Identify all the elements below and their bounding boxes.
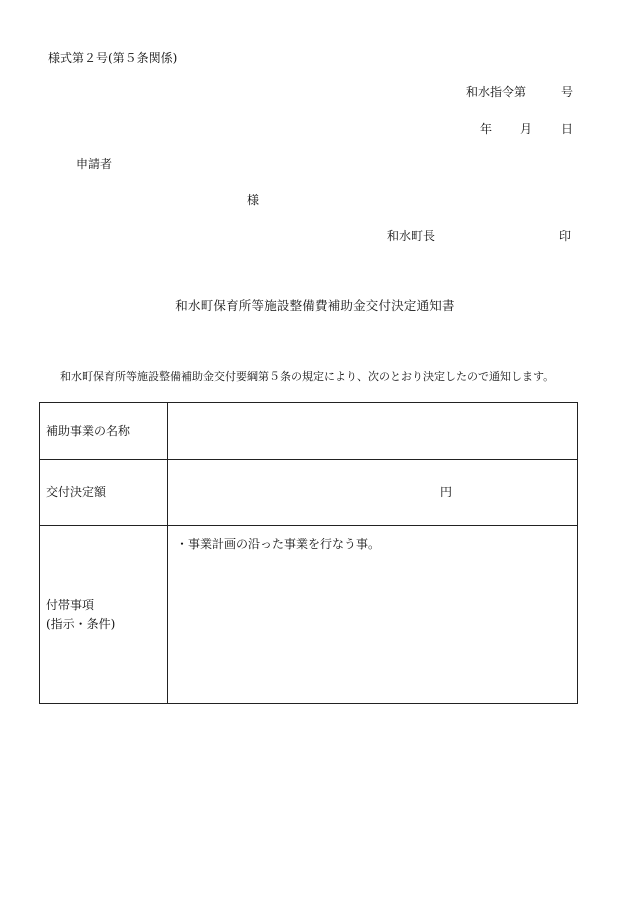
form-number: 様式第２号(第５条関係) <box>48 51 178 65</box>
subsidy-table <box>39 402 578 704</box>
conditions-label-line1: 付帯事項 <box>46 597 95 612</box>
grant-amount-value <box>168 460 577 525</box>
document-title: 和水町保育所等施設整備費補助金交付決定通知書 <box>175 298 455 313</box>
table-row <box>40 403 577 459</box>
applicant-label: 申請者 <box>76 157 113 171</box>
grant-amount-label: 交付決定額 <box>40 460 168 525</box>
project-name-label: 補助事業の名称 <box>40 403 168 459</box>
mayor-label: 和水町長 <box>387 229 436 243</box>
condition-item: ・事業計画の沿った事業を行なう事。 <box>176 537 381 551</box>
yen-unit: 円 <box>440 485 453 499</box>
date-year-label: 年 <box>480 122 493 136</box>
document-number-suffix: 号 <box>561 85 574 99</box>
project-name-value <box>168 403 577 459</box>
conditions-label <box>40 526 168 703</box>
document-number-label: 和水指令第 <box>466 85 527 99</box>
date-day-label: 日 <box>561 122 574 136</box>
honorific-label: 様 <box>247 193 260 207</box>
conditions-label-line2: (指示・条件) <box>46 616 116 631</box>
conditions-value <box>168 526 577 703</box>
date-month-label: 月 <box>520 122 533 136</box>
seal-label: 印 <box>559 229 572 243</box>
table-row <box>40 525 577 703</box>
body-text: 和水町保育所等施設整備補助金交付要綱第５条の規定により、次のとおり決定したので通知します。 <box>60 370 555 383</box>
table-row <box>40 459 577 525</box>
